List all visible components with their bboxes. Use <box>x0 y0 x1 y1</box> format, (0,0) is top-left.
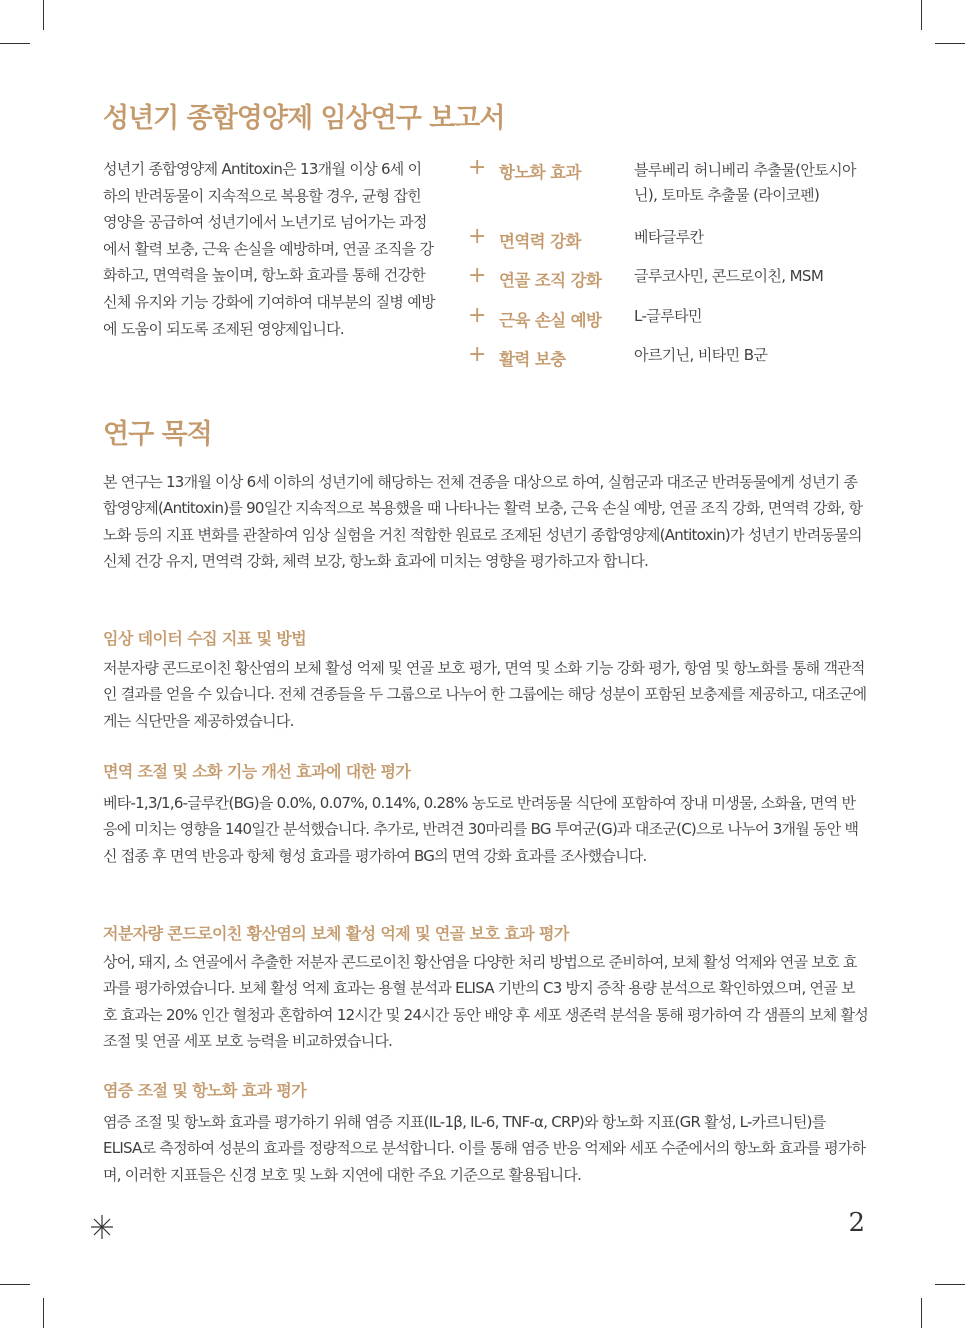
feature-name: 면역력 강화 <box>499 232 581 251</box>
plus-icon: + <box>468 224 487 249</box>
section-paragraph: 상어, 돼지, 소 연골에서 추출한 저분자 콘드로이친 황산염을 다양한 처리 방법으로 준비하여, 보체 활성 억제와 연골 보호 효과를 평가하였습니다. 보체 활성 억제 효과는 용혈 분석과 ELISA 기반의 C3 방지 증착 용량 분석으로 확인하였으며, 연골 보호 효과는 20% 인간 혈청과 혼합하여 12시간 및 24시간 동안 배양 후 세포 생존력 분석을 통해 평가하여 각 샘플의 보체 활성 조절 및 연골 세포 보호 능력을 비교하였습니다. <box>103 953 868 1051</box>
feature-name: 근육 손실 예방 <box>499 311 602 330</box>
plus-icon: + <box>468 263 487 288</box>
feature-value: L-글루타민 <box>634 307 702 325</box>
section-paragraph: 저분자량 콘드로이친 황산염의 보체 활성 억제 및 연골 보호 평가, 면역 및 소화 기능 강화 평가, 항염 및 항노화를 통해 객관적인 결과를 얻을 수 있습니다. 전체 견종들을 두 그룹으로 나누어 한 그룹에는 해당 성분이 포함된 보충제를 제공하고, 대조군에게는 식단만을 제공하였습니다. <box>103 659 867 730</box>
section-title: 임상 데이터 수집 지표 및 방법 <box>103 629 307 648</box>
crop-mark <box>0 1284 30 1285</box>
plus-icon: + <box>468 303 487 328</box>
plus-icon: + <box>468 155 487 180</box>
feature-value: 글루코사민, 콘드로이친, MSM <box>634 267 824 285</box>
feature-value: 블루베리 허니베리 추출물(안토시아닌), 토마토 추출물 (라이코펜) <box>634 161 856 204</box>
crop-mark <box>921 1298 922 1328</box>
sparkle-icon <box>89 1214 115 1240</box>
crop-mark <box>43 0 44 30</box>
crop-mark <box>43 1298 44 1328</box>
feature-value: 아르기닌, 비타민 B군 <box>634 346 768 364</box>
section-title: 저분자량 콘드로이친 황산염의 보체 활성 억제 및 연골 보호 효과 평가 <box>103 924 569 943</box>
section-paragraph: 염증 조절 및 항노화 효과를 평가하기 위해 염증 지표(IL-1β, IL-6, TNF-α, CRP)와 항노화 지표(GR 활성, L-카르니틴)를 ELISA로 측정하여 성분의 효과를 정량적으로 분석합니다. 이를 통해 염증 반응 억제와 세포 수준에서의 항노화 효과를 평가하며, 이러한 지표들은 신경 보호 및 노화 지연에 대한 주요 기준으로 활용됩니다. <box>103 1113 866 1184</box>
crop-mark <box>935 1284 965 1285</box>
crop-mark <box>935 43 965 44</box>
purpose-paragraph: 본 연구는 13개월 이상 6세 이하의 성년기에 해당하는 전체 견종을 대상으로 하여, 실험군과 대조군 반려동물에게 성년기 종합영양제(Antitoxin)를 90일간 지속적으로 복용했을 때 나타나는 활력 보충, 근육 손실 예방, 연골 조직 강화, 면역력 강화, 항노화 등의 지표 변화를 관찰하여 임상 실험을 거친 적합한 원료로 조제된 성년기 종합영양제(Antitoxin)가 성년기 반려동물의 신체 건강 유지, 면역력 강화, 체력 보강, 항노화 효과에 미치는 영향을 평가하고자 합니다. <box>103 473 863 571</box>
feature-name: 연골 조직 강화 <box>499 271 602 290</box>
feature-name: 활력 보충 <box>499 350 566 369</box>
intro-paragraph: 성년기 종합영양제 Antitoxin은 13개월 이상 6세 이하의 반려동물이 지속적으로 복용할 경우, 균형 잡힌 영양을 공급하여 성년기에서 노년기로 넘어가는 과정에서 활력 보충, 근육 손실을 예방하며, 연골 조직을 강화하고, 면역력을 높이며, 항노화 효과를 통해 건강한 신체 유지와 기능 강화에 기여하여 대부분의 질병 예방에 도움이 되도록 조제된 영양제입니다. <box>103 160 435 338</box>
page-number: 2 <box>848 1208 865 1238</box>
section-paragraph: 베타-1,3/1,6-글루칸(BG)을 0.0%, 0.07%, 0.14%, 0.28% 농도로 반려동물 식단에 포함하여 장내 미생물, 소화율, 면역 반응에 미치는 영향을 140일간 분석했습니다. 추가로, 반려견 30마리를 BG 투여군(G)과 대조군(C)으로 나누어 3개월 동안 백신 접종 후 면역 반응과 항체 형성 효과를 평가하여 BG의 면역 강화 효과를 조사했습니다. <box>103 794 859 865</box>
feature-value: 베타글루칸 <box>634 228 704 246</box>
plus-icon: + <box>468 342 487 367</box>
page-title: 성년기 종합영양제 임상연구 보고서 <box>103 103 505 134</box>
crop-mark <box>0 43 30 44</box>
section-title: 염증 조절 및 항노화 효과 평가 <box>103 1081 307 1100</box>
section-title: 면역 조절 및 소화 기능 개선 효과에 대한 평가 <box>103 762 411 781</box>
purpose-title: 연구 목적 <box>103 419 212 450</box>
feature-name: 항노화 효과 <box>499 163 581 182</box>
crop-mark <box>921 0 922 30</box>
